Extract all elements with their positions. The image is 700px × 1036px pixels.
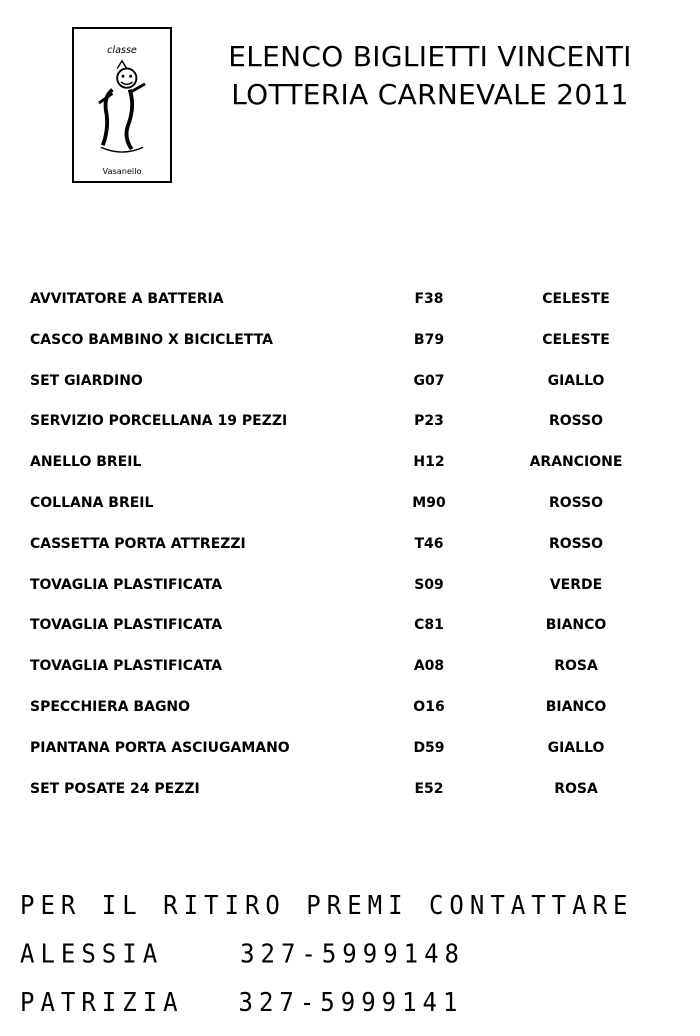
ticket-code: H12 [413, 454, 445, 471]
contact-note [20, 890, 680, 1036]
logo-arc-text: classe [107, 45, 137, 57]
prize-list [0, 287, 700, 817]
prize-name: SPECCHIERA BAGNO [30, 698, 191, 715]
contact-entry [20, 987, 680, 1036]
prize-name: TOVAGLIA PLASTIFICATA [30, 658, 223, 675]
ticket-color: ROSSO [548, 494, 604, 511]
contact-entry [20, 939, 680, 988]
contact-phone: 327-5999148 [240, 938, 466, 969]
prize-name: TOVAGLIA PLASTIFICATA [30, 617, 223, 634]
prize-name: AVVITATORE A BATTERIA [30, 291, 224, 307]
prize-row [0, 777, 700, 818]
ticket-color: GIALLO [547, 372, 605, 389]
prize-name: ANELLO BREIL [30, 454, 142, 471]
ticket-color: ROSA [554, 780, 598, 797]
prize-row [0, 654, 700, 695]
prize-name: CASCO BAMBINO X BICICLETTA [30, 331, 274, 348]
prize-name: SERVIZIO PORCELLANA 19 PEZZI [30, 413, 288, 430]
ticket-color: BIANCO [545, 617, 607, 634]
logo-bottom-text: Vasanello [102, 166, 142, 177]
prize-name: SET GIARDINO [30, 372, 143, 389]
ticket-code: F38 [414, 291, 444, 307]
contact-phone: 327-5999141 [238, 987, 464, 1018]
ticket-color: BIANCO [545, 698, 607, 715]
page-title [190, 38, 670, 114]
prize-row [0, 409, 700, 450]
ticket-color: ROSSO [548, 535, 604, 552]
ticket-code: S09 [414, 576, 444, 593]
ticket-code: G07 [413, 372, 445, 389]
ticket-code: D59 [413, 739, 445, 756]
prize-name: PIANTANA PORTA ASCIUGAMANO [30, 739, 290, 756]
prize-row [0, 613, 700, 654]
ticket-color: ROSSO [548, 413, 604, 430]
prize-name: CASSETTA PORTA ATTREZZI [30, 535, 246, 552]
contact-name: PATRIZIA [20, 987, 184, 1018]
prize-row [0, 695, 700, 736]
prize-name: SET POSATE 24 PEZZI [30, 780, 200, 797]
school-logo [72, 27, 172, 183]
ticket-code: B79 [413, 331, 445, 348]
prize-row [0, 369, 700, 410]
ticket-color: GIALLO [547, 739, 605, 756]
ticket-code: O16 [413, 698, 445, 715]
ticket-code: P23 [414, 413, 444, 430]
ticket-color: VERDE [549, 576, 603, 593]
clown-figure-icon [74, 29, 170, 181]
contact-name: ALESSIA [20, 938, 164, 969]
prize-row [0, 287, 700, 328]
prize-row [0, 532, 700, 573]
ticket-code: C81 [414, 617, 444, 634]
ticket-color: ARANCIONE [529, 454, 623, 471]
prize-row [0, 328, 700, 369]
prize-row [0, 573, 700, 614]
ticket-color: CELESTE [542, 291, 610, 307]
ticket-code: A08 [413, 658, 445, 675]
title-line-2: LOTTERIA CARNEVALE 2011 [231, 78, 629, 111]
title-line-1: ELENCO BIGLIETTI VINCENTI [228, 40, 632, 73]
ticket-color: CELESTE [542, 331, 610, 348]
prize-name: TOVAGLIA PLASTIFICATA [30, 576, 223, 593]
ticket-code: E52 [414, 780, 444, 797]
ticket-code: M90 [412, 494, 446, 511]
prize-row [0, 736, 700, 777]
prize-row [0, 450, 700, 491]
ticket-code: T46 [414, 535, 444, 552]
contact-intro: PER IL RITIRO PREMI CONTATTARE [20, 890, 634, 921]
prize-row [0, 491, 700, 532]
ticket-color: ROSA [554, 658, 598, 675]
prize-name: COLLANA BREIL [30, 494, 154, 511]
